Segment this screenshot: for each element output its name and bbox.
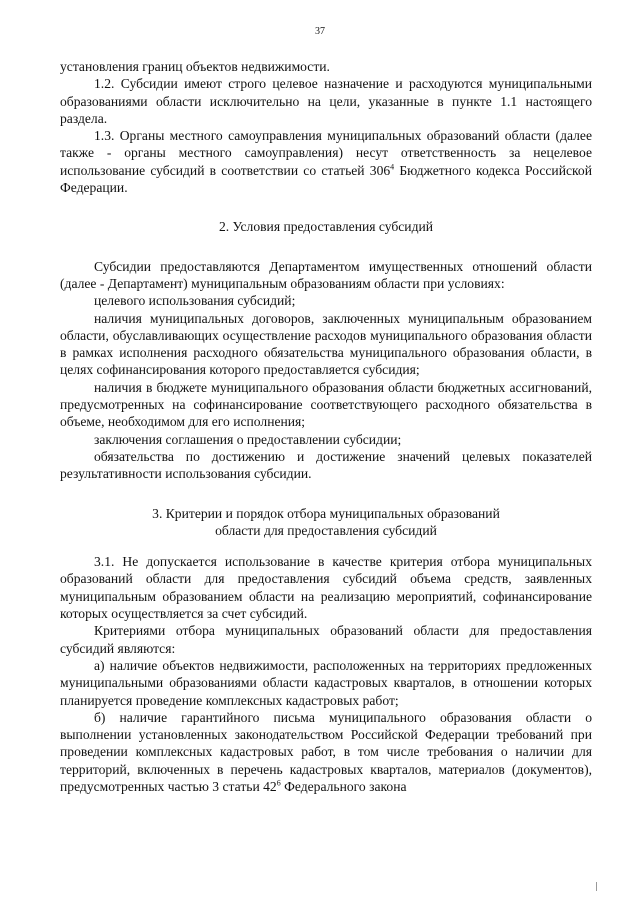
paragraph-1-3 [60, 127, 592, 196]
section-3-heading [60, 505, 592, 540]
superscript-6: 6 [276, 778, 281, 788]
condition-item: наличия муниципальных договоров, заключенных муниципальным образованием области, обуславливающих осуществление расходов муниципального образования области в рамках исполнения расходного обязательства муниципального образования области, в целях софинансирования которого предоставляется субсидия; [60, 310, 592, 378]
section-3-heading-line1: 3. Критерии и порядок отбора муниципальных образований [152, 505, 500, 521]
paragraph-3-1: 3.1. Не допускается использование в качестве критерия отбора муниципальных образований области для предоставления субсидий объема средств, заявленных муниципальным образованием области на реализацию мероприятий, софинансирование которых осуществляется за счет субсидий. [60, 554, 592, 622]
condition-item: целевого использования субсидий; [94, 293, 296, 309]
document-body [60, 58, 592, 795]
paragraph-1-3-end: Бюджетного кодекса Российской Федерации. [60, 162, 592, 196]
paragraph-1-2: 1.2. Субсидии имеют строго целевое назначение и расходуются муниципальными образованиями области исключительно на цели, указанные в пункте 1.1 настоящего раздела. [60, 76, 592, 126]
section-3-heading-line2: области для предоставления субсидий [215, 522, 437, 538]
condition-item: заключения соглашения о предоставлении субсидии; [94, 431, 402, 447]
condition-item: наличия в бюджете муниципального образования области бюджетных ассигнований, предусмотренных на софинансирование соответствующего расходного обязательства в объеме, необходимом для его исполнения; [60, 379, 592, 430]
scan-mark [596, 882, 597, 891]
criteria-item-b [60, 709, 592, 795]
paragraph-1-3-text: 1.3. Органы местного самоуправления муниципальных образований области (далее также - органы местного самоуправления) несут ответственность за нецелевое использование субсидий в соответствии со статьей 306 [60, 128, 592, 178]
superscript-4: 4 [390, 162, 395, 172]
paragraph-criteria-intro: Критериями отбора муниципальных образований области для предоставления субсидий являются: [60, 623, 592, 656]
criteria-item-b-end: Федерального закона [280, 778, 407, 794]
condition-item: обязательства по достижению и достижение значений целевых показателей результативности использования субсидии. [60, 448, 592, 482]
section-2-heading: 2. Условия предоставления субсидий [218, 219, 434, 235]
paragraph-1: установления границ объектов недвижимости. [60, 59, 330, 74]
paragraph-conditions-intro: Субсидии предоставляются Департаментом имущественных отношений области (далее - Департамент) муниципальным образованиям области при условиях: [60, 258, 592, 291]
page-number: 37 [315, 26, 325, 37]
criteria-item-a: а) наличие объектов недвижимости, расположенных на территориях предложенных муниципальными образованиями области кадастровых кварталов, в отношении которых планируется проведение комплексных кадастровых работ; [60, 657, 592, 708]
criteria-item-b-text: б) наличие гарантийного письма муниципального образования области о выполнении установленных законодательством Российской Федерации требований при проведении комплексных кадастровых работ, в том числе требования о наличии для территорий, включенных в перечень кадастровых кварталов, материалов (документов), предусмотренных частью 3 статьи 42 [60, 709, 592, 794]
